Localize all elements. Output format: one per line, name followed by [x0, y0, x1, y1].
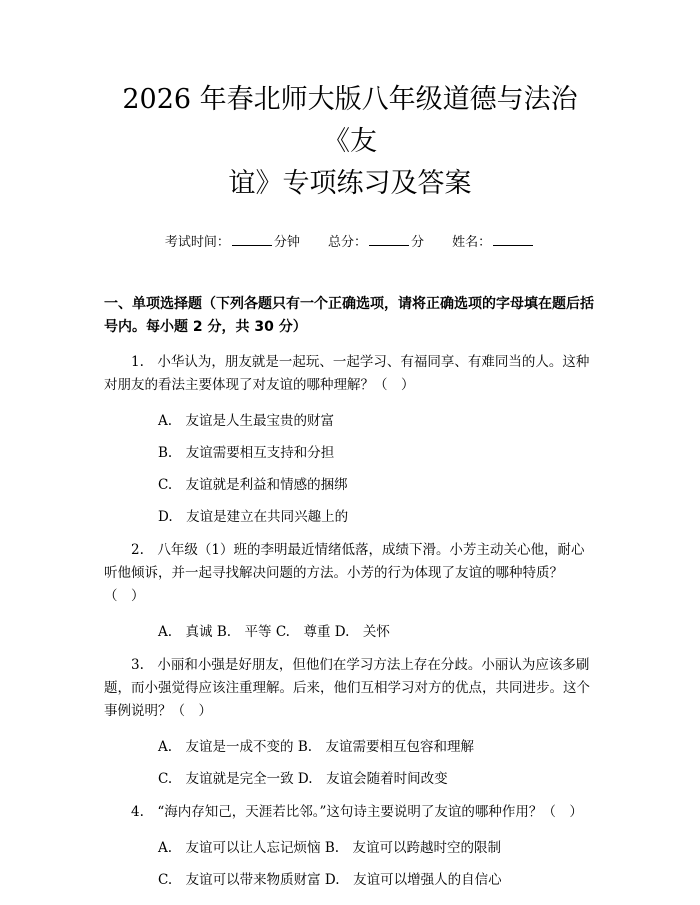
- question-1: 1. 小华认为，朋友就是一起玩、一起学习、有福同享、有难同当的人。这种对朋友的看法主要体现了对友谊的哪种理解？（ ）: [104, 354, 590, 393]
- question-1-option-a: A. 友谊是人生最宝贵的财富: [158, 413, 335, 429]
- question-2: 2. 八年级（1）班的李明最近情绪低落，成绩下滑。小芳主动关心他，耐心听他倾诉，并一起寻找解决问题的方法。小芳的行为体现了友谊的哪种特质？（ ）: [104, 542, 585, 604]
- section-heading: 一、单项选择题（下列各题只有一个正确选项，请将正确选项的字母填在题后括号内。每小题 2 分，共 30 分）: [104, 296, 594, 335]
- question-3-options-cd: C. 友谊就是完全一致 D. 友谊会随着时间改变: [158, 771, 448, 787]
- total-score-blank: [369, 233, 409, 246]
- exam-time-label: 考试时间：: [164, 235, 230, 250]
- exam-time-blank: [232, 233, 272, 246]
- exam-info: [104, 233, 596, 253]
- document-title: [104, 0, 596, 205]
- total-score-label: 总分：: [327, 235, 367, 250]
- title-line-1: 2026 年春北师大版八年级道德与法治《友: [122, 84, 578, 157]
- title-line-2: 谊》专项练习及答案: [228, 168, 472, 199]
- question-4-options-ab: A. 友谊可以让人忘记烦恼 B. 友谊可以跨越时空的限制: [158, 840, 502, 856]
- question-1-option-b: B. 友谊需要相互支持和分担: [158, 445, 335, 461]
- student-name-blank: [493, 233, 533, 246]
- student-name: [452, 233, 535, 253]
- question-1-option-c: C. 友谊就是利益和情感的捆绑: [158, 477, 348, 493]
- question-3-options-ab: A. 友谊是一成不变的 B. 友谊需要相互包容和理解: [158, 739, 475, 755]
- total-score-unit: 分: [411, 235, 425, 250]
- question-2-options: A. 真诚 B. 平等 C. 尊重 D. 关怀: [158, 624, 390, 640]
- question-1-option-d: D. 友谊是建立在共同兴趣上的: [158, 509, 349, 525]
- student-name-label: 姓名：: [452, 235, 492, 250]
- total-score: [328, 233, 424, 253]
- exam-time: [165, 233, 300, 253]
- exam-time-unit: 分钟: [273, 235, 300, 250]
- question-3: 3. 小丽和小强是好朋友，但他们在学习方法上存在分歧。小丽认为应该多刷题，而小强觉得应该注重理解。后来，他们互相学习对方的优点，共同进步。这个事例说明？（ ）: [104, 657, 590, 719]
- question-4: 4. “海内存知己，天涯若比邻。”这句诗主要说明了友谊的哪种作用？（ ）: [131, 804, 583, 820]
- question-4-options-cd: C. 友谊可以带来物质财富 D. 友谊可以增强人的自信心: [158, 872, 502, 888]
